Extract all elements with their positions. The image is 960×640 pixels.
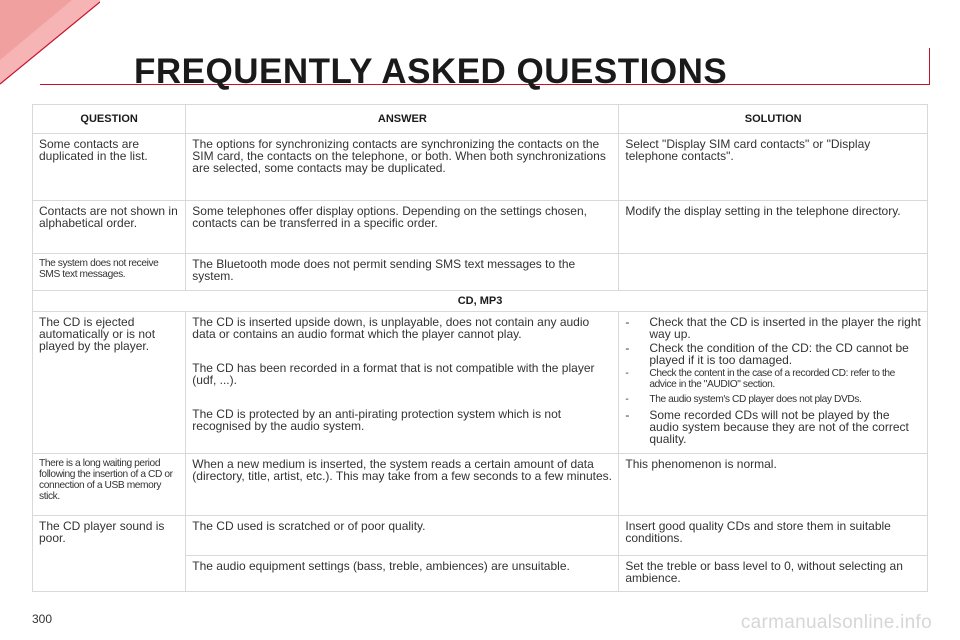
faq-table (32, 104, 928, 592)
table-row (33, 134, 928, 201)
header-rule-end (929, 48, 930, 85)
corner-accent-icon (0, 0, 100, 100)
table-header-row (33, 105, 928, 134)
answer-cell: Some telephones offer display options. Depending on the settings chosen, contacts can be transferred in a specific order. (186, 201, 619, 254)
watermark: carmanualsonline.info (740, 612, 932, 633)
dash-marker: - (625, 368, 629, 379)
dash-marker: - (625, 341, 630, 355)
table-row (33, 254, 928, 291)
answer-cell: The audio equipment settings (bass, treble, ambiences) are unsuitable. (186, 556, 619, 592)
answer-cell: The Bluetooth mode does not permit sending SMS text messages to the system. (186, 254, 619, 291)
answer-cell (186, 312, 619, 454)
list-item (625, 316, 921, 340)
section-row (33, 291, 928, 312)
answer-paragraph: The CD is inserted upside down, is unplayable, does not contain any audio data or contains an audio format which the player cannot play. (192, 315, 590, 341)
list-item (625, 394, 921, 405)
header-answer: ANSWER (186, 105, 619, 134)
solution-cell: Insert good quality CDs and store them in suitable conditions. (619, 516, 928, 556)
solution-text: Some recorded CDs will not be played by the audio system because they are not of the correct quality. (649, 408, 909, 446)
page-title: FREQUENTLY ASKED QUESTIONS (134, 52, 728, 91)
answer-paragraph: The CD has been recorded in a format that is not compatible with the player (udf, ...). (192, 361, 595, 387)
header-question: QUESTION (33, 105, 186, 134)
solution-cell: Modify the display setting in the telephone directory. (619, 201, 928, 254)
question-cell: Some contacts are duplicated in the list. (33, 134, 186, 201)
table-row (33, 312, 928, 454)
header-solution: SOLUTION (619, 105, 928, 134)
solution-text: The audio system's CD player does not play DVDs. (649, 394, 862, 405)
answer-cell: The CD used is scratched or of poor quality. (186, 516, 619, 556)
table-row (33, 454, 928, 516)
table-row (33, 516, 928, 556)
question-cell: The CD player sound is poor. (33, 516, 186, 592)
question-cell: The CD is ejected automatically or is not played by the player. (33, 312, 186, 454)
table-row (33, 201, 928, 254)
dash-marker: - (625, 394, 629, 405)
solution-cell: Set the treble or bass level to 0, without selecting an ambience. (619, 556, 928, 592)
list-item (625, 409, 921, 445)
list-item (625, 342, 921, 366)
answer-paragraph: The CD is protected by an anti-pirating protection system which is not recognised by the audio system. (192, 407, 562, 433)
solution-text: Check the condition of the CD: the CD cannot be played if it is too damaged. (649, 341, 909, 367)
list-item (625, 368, 921, 390)
question-cell: There is a long waiting period following the insertion of a CD or connection of a USB memory stick. (33, 454, 186, 516)
question-cell: Contacts are not shown in alphabetical order. (33, 201, 186, 254)
solution-text: Check the content in the case of a recorded CD: refer to the advice in the "AUDIO" section. (649, 368, 895, 390)
dash-marker: - (625, 315, 630, 329)
answer-cell: The options for synchronizing contacts are synchronizing the contacts on the SIM card, the contacts on the telephone, or both. When both synchronizations are selected, some contacts may be duplicated. (186, 134, 619, 201)
solution-text: Check that the CD is inserted in the player the right way up. (649, 315, 921, 341)
solution-cell: This phenomenon is normal. (619, 454, 928, 516)
page-number: 300 (32, 612, 53, 626)
solution-cell (619, 254, 928, 291)
section-title: CD, MP3 (33, 291, 928, 312)
solution-list (625, 316, 921, 445)
dash-marker: - (625, 408, 630, 422)
answer-cell: When a new medium is inserted, the system reads a certain amount of data (directory, title, artist, etc.). This may take from a few seconds to a few minutes. (186, 454, 619, 516)
question-cell: The system does not receive SMS text messages. (33, 254, 186, 291)
solution-cell: Select "Display SIM card contacts" or "Display telephone contacts". (619, 134, 928, 201)
solution-cell (619, 312, 928, 454)
